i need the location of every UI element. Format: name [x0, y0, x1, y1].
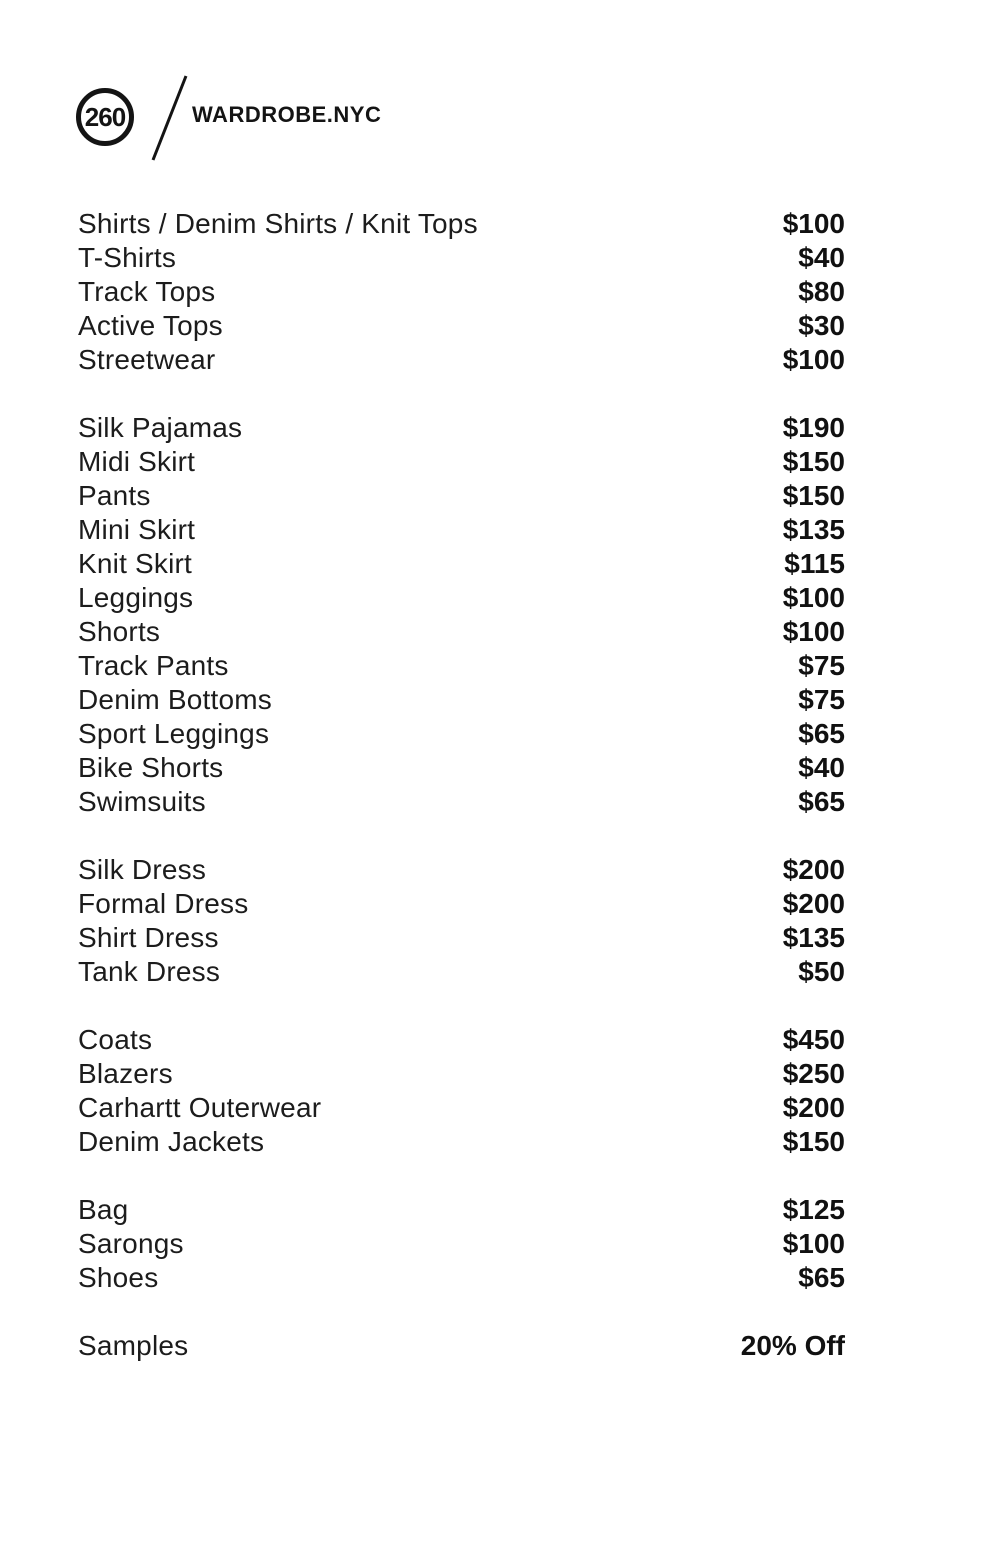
- item-label: Track Pants: [78, 650, 229, 681]
- item-price: $75: [798, 684, 845, 715]
- price-list-row: [78, 479, 845, 513]
- price-list-row: [78, 207, 845, 241]
- price-group-tops: [78, 207, 845, 377]
- item-price: $100: [782, 616, 845, 647]
- item-price: 20% Off: [740, 1330, 845, 1361]
- price-list-row: [78, 275, 845, 309]
- item-label: Silk Dress: [78, 854, 207, 885]
- price-list-row: [78, 1261, 845, 1295]
- item-price: $100: [782, 344, 845, 375]
- item-label: Tank Dress: [78, 956, 221, 987]
- price-group-samples: [78, 1329, 845, 1363]
- item-price: $50: [798, 956, 845, 987]
- item-label: Bike Shorts: [78, 752, 224, 783]
- item-label: Mini Skirt: [78, 514, 196, 545]
- price-list-row: [78, 241, 845, 275]
- price-list-row: [78, 887, 845, 921]
- price-list-row: [78, 1227, 845, 1261]
- item-price: $200: [782, 1092, 845, 1123]
- item-price: $135: [782, 514, 845, 545]
- item-label: Streetwear: [78, 344, 216, 375]
- item-price: $75: [798, 650, 845, 681]
- price-list-row: [78, 1125, 845, 1159]
- item-price: $115: [784, 548, 845, 579]
- price-list-row: [78, 955, 845, 989]
- item-label: Track Tops: [78, 276, 216, 307]
- item-label: Samples: [78, 1330, 189, 1361]
- item-price: $40: [798, 242, 845, 273]
- item-label: Active Tops: [78, 310, 223, 341]
- item-price: $150: [782, 480, 845, 511]
- item-label: Swimsuits: [78, 786, 206, 817]
- price-group-bottoms: [78, 411, 845, 819]
- price-group-outerwear: [78, 1023, 845, 1159]
- price-list-row: [78, 615, 845, 649]
- item-price: $30: [798, 310, 845, 341]
- item-price: $65: [798, 786, 845, 817]
- item-label: Sarongs: [78, 1228, 184, 1259]
- price-list-row: [78, 1023, 845, 1057]
- price-list-row: [78, 1057, 845, 1091]
- store-number: 260: [84, 101, 126, 132]
- item-label: T-Shirts: [78, 242, 177, 273]
- item-price: $40: [798, 752, 845, 783]
- item-price: $100: [782, 582, 845, 613]
- price-list-row: [78, 649, 845, 683]
- price-list-row: [78, 1193, 845, 1227]
- price-list-row: [78, 343, 845, 377]
- slash-icon: [148, 72, 190, 164]
- price-list-row: [78, 581, 845, 615]
- item-label: Midi Skirt: [78, 446, 196, 477]
- price-list-row: [78, 547, 845, 581]
- price-list-row: [78, 921, 845, 955]
- item-price: $150: [782, 446, 845, 477]
- item-label: Coats: [78, 1024, 153, 1055]
- price-list: [78, 207, 845, 1363]
- item-label: Carhartt Outerwear: [78, 1092, 322, 1123]
- item-price: $135: [782, 922, 845, 953]
- item-label: Denim Jackets: [78, 1126, 265, 1157]
- price-list-row: [78, 309, 845, 343]
- item-price: $200: [782, 854, 845, 885]
- item-label: Shorts: [78, 616, 161, 647]
- price-list-row: [78, 1091, 845, 1125]
- item-price: $125: [782, 1194, 845, 1225]
- price-list-row: [78, 785, 845, 819]
- item-price: $250: [782, 1058, 845, 1089]
- item-label: Pants: [78, 480, 151, 511]
- store-number-badge: [76, 88, 134, 146]
- price-group-accessories: [78, 1193, 845, 1295]
- price-list-row: [78, 513, 845, 547]
- price-list-row: [78, 853, 845, 887]
- price-list-row: [78, 411, 845, 445]
- price-list-row: [78, 683, 845, 717]
- item-label: Formal Dress: [78, 888, 249, 919]
- item-label: Shoes: [78, 1262, 159, 1293]
- item-price: $100: [782, 208, 845, 239]
- item-price: $190: [782, 412, 845, 443]
- item-label: Shirts / Denim Shirts / Knit Tops: [78, 208, 478, 239]
- item-price: $100: [782, 1228, 845, 1259]
- item-label: Knit Skirt: [78, 548, 193, 579]
- item-price: $450: [782, 1024, 845, 1055]
- item-label: Leggings: [78, 582, 194, 613]
- price-group-dresses: [78, 853, 845, 989]
- price-list-row: [78, 717, 845, 751]
- item-price: $65: [798, 718, 845, 749]
- item-price: $65: [798, 1262, 845, 1293]
- price-list-row: [78, 1329, 845, 1363]
- item-label: Silk Pajamas: [78, 412, 243, 443]
- item-label: Blazers: [78, 1058, 173, 1089]
- item-price: $80: [798, 276, 845, 307]
- item-label: Sport Leggings: [78, 718, 270, 749]
- price-list-row: [78, 445, 845, 479]
- brand-name: WARDROBE.NYC: [192, 102, 382, 127]
- price-list-row: [78, 751, 845, 785]
- item-label: Denim Bottoms: [78, 684, 272, 715]
- item-label: Shirt Dress: [78, 922, 219, 953]
- item-price: $200: [782, 888, 845, 919]
- item-price: $150: [782, 1126, 845, 1157]
- item-label: Bag: [78, 1194, 129, 1225]
